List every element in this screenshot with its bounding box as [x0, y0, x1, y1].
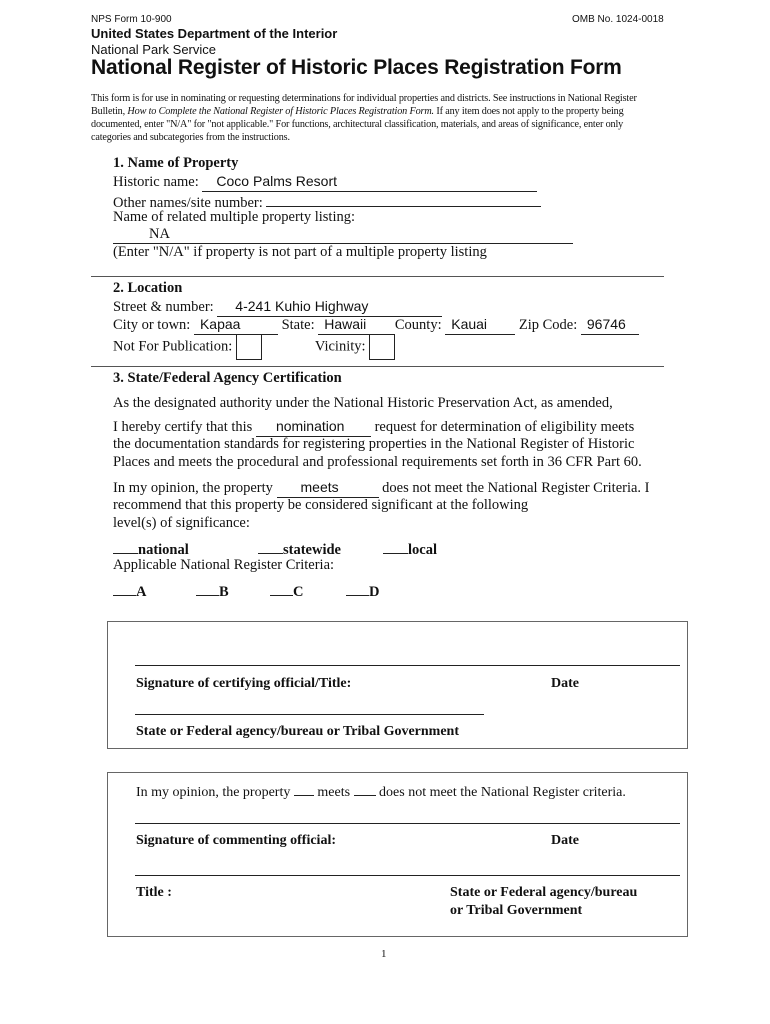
opinion-line: [113, 479, 650, 498]
criteria-c: [270, 581, 303, 601]
commenting-signature-label: Signature of commenting official:: [136, 833, 336, 848]
criteria-d-blank[interactable]: [346, 581, 369, 596]
authority-statement: As the designated authority under the National Historic Preservation Act, as amended,: [113, 395, 613, 411]
county-label: County:: [394, 317, 442, 333]
criteria-d-label: D: [369, 584, 380, 600]
certifying-agency-label: State or Federal agency/bureau or Tribal Government: [136, 724, 460, 739]
city-label: City or town:: [113, 317, 191, 333]
state-field[interactable]: [318, 316, 391, 335]
related-listing-row: [113, 226, 573, 244]
intro-line: documented, enter "N/A" for "not applicable." For functions, architectural classification, materials, and areas of significance, enter only: [91, 119, 624, 130]
intro-text: If any item does not apply to the property being: [433, 106, 624, 117]
zip-value: 96746: [586, 316, 626, 332]
historic-name-value: Coco Palms Resort: [216, 173, 337, 189]
street-label: Street & number:: [113, 299, 214, 315]
city-field[interactable]: [194, 316, 278, 335]
criteria-a: [113, 581, 146, 601]
not-for-publication-label: Not For Publication:: [113, 338, 233, 355]
commenting-agency-label-2: or Tribal Government: [450, 903, 583, 918]
related-listing-text: Name of related multiple property listing:: [113, 209, 356, 225]
criteria-b-blank[interactable]: [196, 581, 219, 596]
commenting-title-line[interactable]: [135, 875, 680, 876]
related-listing-field[interactable]: [113, 226, 573, 244]
commenting-meets-blank[interactable]: [294, 782, 314, 796]
intro-paragraph: [91, 92, 637, 144]
omb-number: OMB No. 1024-0018: [572, 14, 664, 25]
opinion-text: In my opinion, the property: [113, 480, 273, 496]
level-national-blank[interactable]: [113, 539, 138, 554]
criteria-label: Applicable National Register Criteria:: [113, 557, 335, 573]
zip-label: Zip Code:: [518, 317, 578, 333]
department-name: United States Department of the Interior: [91, 26, 338, 41]
vicinity-checkbox[interactable]: [369, 334, 395, 360]
city-value: Kapaa: [199, 316, 241, 332]
commenting-title-label: Title :: [136, 885, 172, 900]
historic-name-label: Historic name:: [113, 174, 199, 190]
commenting-opinion-text: In my opinion, the property: [136, 785, 291, 800]
other-names-field[interactable]: [266, 191, 541, 207]
level-local-blank[interactable]: [383, 539, 408, 554]
certify-line: Places and meets the procedural and professional requirements set forth in 36 CFR Part 60.: [113, 454, 642, 470]
criteria-c-label: C: [293, 584, 304, 600]
intro-line: [91, 105, 637, 118]
level-statewide-blank[interactable]: [258, 539, 283, 554]
opinion-line: level(s) of significance:: [113, 515, 250, 531]
state-value: Hawaii: [324, 316, 367, 332]
criteria-b-label: B: [219, 584, 229, 600]
commenting-meets-label: meets: [317, 785, 351, 800]
commenting-signature-line[interactable]: [135, 823, 680, 824]
state-label: State:: [281, 317, 315, 333]
commenting-not-meet-blank[interactable]: [354, 782, 376, 796]
criteria-c-blank[interactable]: [270, 581, 293, 596]
level-local: [383, 539, 437, 559]
opinion-field[interactable]: [277, 479, 379, 498]
level-statewide-label: statewide: [283, 542, 341, 558]
level-statewide: [258, 539, 341, 559]
request-type-value: nomination: [275, 418, 345, 434]
agency-name: National Park Service: [91, 42, 216, 57]
street-row: [113, 298, 442, 317]
certify-text: request for determination of eligibility meets: [374, 419, 635, 435]
opinion-line: recommend that this property be considered significant at the following: [113, 497, 529, 513]
section-1-heading: 1. Name of Property: [113, 155, 239, 171]
level-national: [113, 539, 189, 559]
intro-line: categories and subcategories from the instructions.: [91, 132, 290, 143]
commenting-agency-label-1: State or Federal agency/bureau: [450, 885, 638, 900]
related-listing-label: [113, 209, 355, 226]
historic-name-field[interactable]: [202, 173, 537, 192]
certify-line: [113, 418, 634, 437]
intro-bulletin-title: How to Complete the National Register of Historic Places Registration Form.: [127, 106, 434, 117]
na-note: (Enter "N/A" if property is not part of a multiple property listing: [113, 244, 487, 260]
intro-line: This form is for use in nominating or requesting determinations for individual properties and districts. See instructions in National Register: [91, 93, 637, 104]
publication-row: [113, 334, 395, 360]
criteria-b: [196, 581, 229, 601]
county-value: Kauai: [451, 316, 488, 332]
criteria-a-label: A: [136, 584, 147, 600]
section-2-heading: 2. Location: [113, 280, 183, 296]
related-listing-value: NA: [149, 226, 170, 242]
certifying-signature-line[interactable]: [135, 665, 680, 666]
criteria-a-blank[interactable]: [113, 581, 136, 596]
page-title: National Register of Historic Places Registration Form: [91, 56, 622, 79]
not-for-publication-checkbox[interactable]: [236, 334, 262, 360]
page-number: 1: [381, 948, 387, 960]
city-row: [113, 316, 639, 335]
other-names-label: Other names/site number:: [113, 195, 263, 211]
certifying-date-label: Date: [551, 676, 579, 691]
certify-text: I hereby certify that this: [113, 419, 253, 435]
vicinity-label: Vicinity:: [314, 338, 366, 355]
section-divider: [91, 366, 664, 367]
historic-name-row: [113, 173, 537, 192]
street-value: 4-241 Kuhio Highway: [235, 298, 369, 314]
section-divider: [91, 276, 664, 277]
commenting-date-label: Date: [551, 833, 579, 848]
zip-field[interactable]: [581, 316, 639, 335]
certify-line: the documentation standards for registering properties in the National Register of Historic: [113, 436, 635, 452]
street-field[interactable]: [217, 298, 442, 317]
form-number: NPS Form 10-900: [91, 14, 172, 25]
opinion-value: meets: [300, 479, 339, 495]
intro-text: Bulletin,: [91, 106, 128, 117]
opinion-text: does not meet the National Register Criteria. I: [382, 480, 650, 496]
commenting-opinion-line: [136, 782, 626, 801]
county-field[interactable]: [445, 316, 515, 335]
section-3-heading: 3. State/Federal Agency Certification: [113, 370, 342, 386]
certifying-signature-label: Signature of certifying official/Title:: [136, 676, 352, 691]
request-type-field[interactable]: [256, 418, 371, 437]
commenting-opinion-text: does not meet the National Register criteria.: [379, 785, 626, 800]
criteria-d: [346, 581, 379, 601]
level-local-label: local: [408, 542, 437, 558]
certifying-agency-line[interactable]: [135, 714, 484, 715]
level-national-label: national: [138, 542, 189, 558]
